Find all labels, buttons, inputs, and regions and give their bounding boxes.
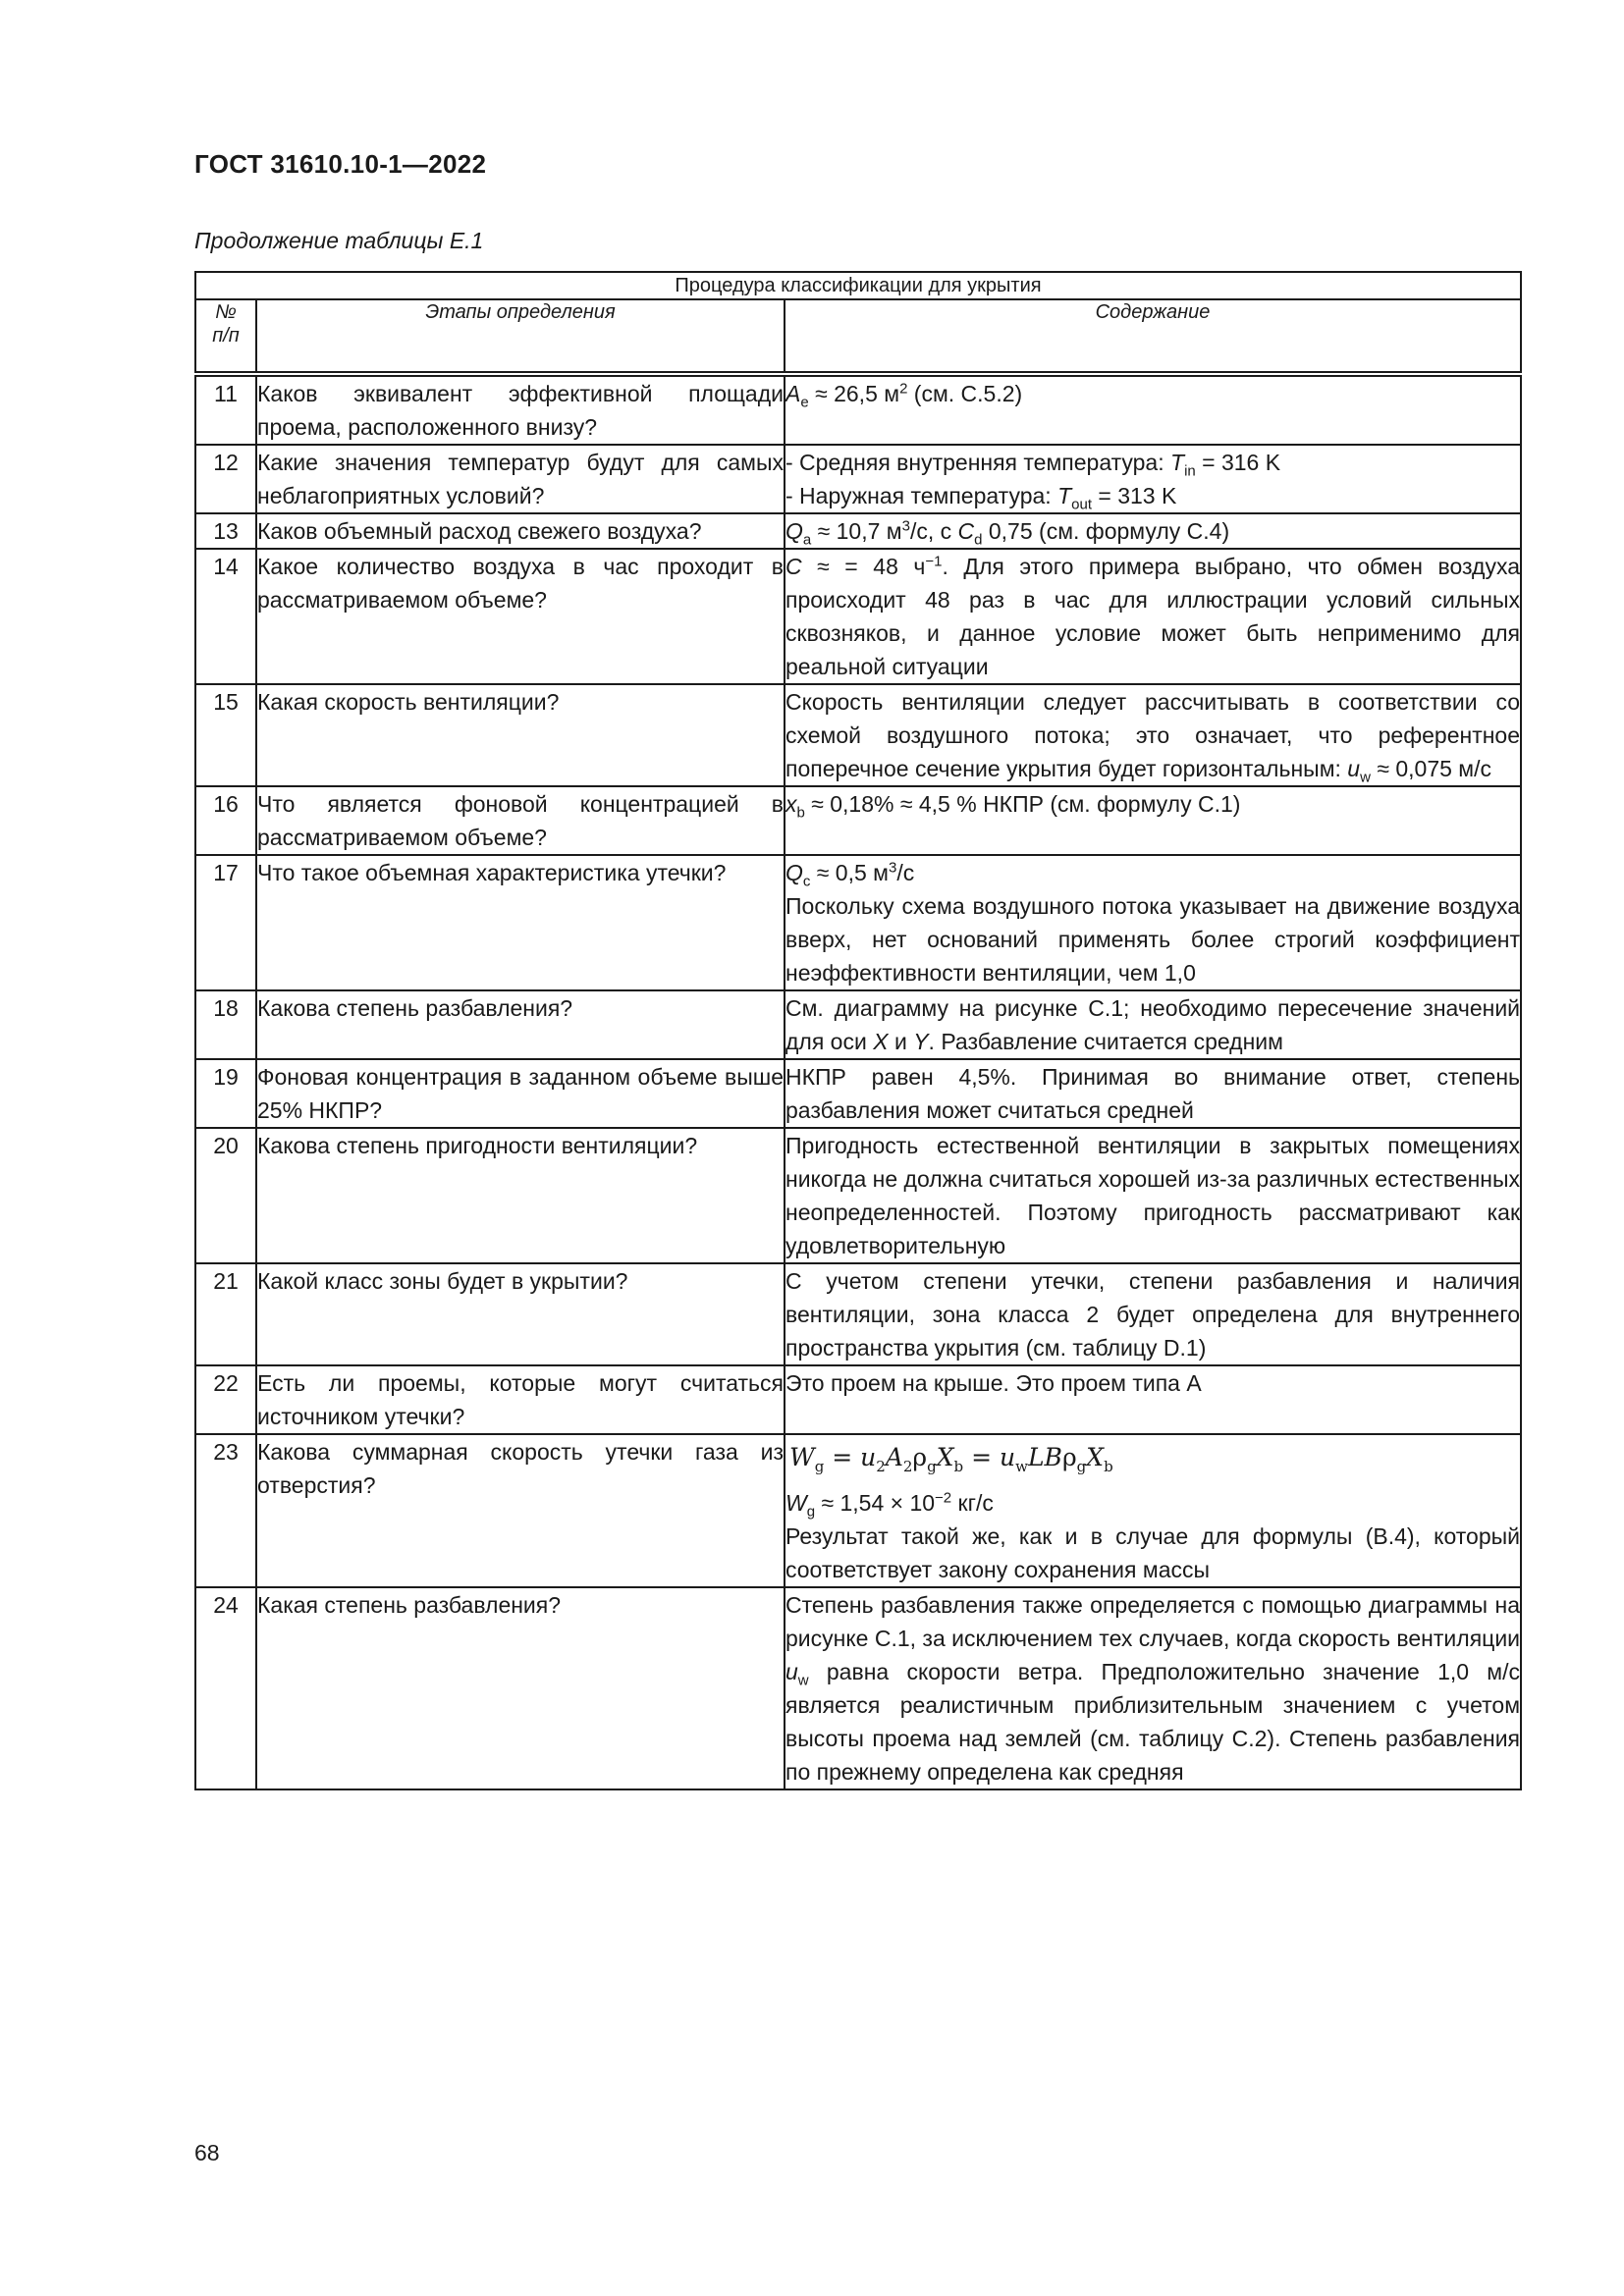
row-content: Пригодность естественной вентиляции в закрытых помещениях никогда не должна считаться хорошей из-за различных естественных неопределенностей. Поэтому пригодность рассматривают как удовлетворительную — [785, 1128, 1521, 1263]
row-number: 16 — [195, 786, 256, 855]
table-row — [195, 374, 1521, 445]
row-number: 23 — [195, 1434, 256, 1587]
table-row — [195, 855, 1521, 990]
table-row — [195, 1587, 1521, 1789]
row-content: НКПР равен 4,5%. Принимая во внимание ответ, степень разбавления может считаться средней — [785, 1059, 1521, 1128]
page-number: 68 — [194, 2140, 220, 2165]
row-content: - Средняя внутренняя температура: $T_{in} = 316$ K - Наружная температура: $T_{out} = 313$ K — [785, 445, 1521, 513]
row-number: 14 — [195, 549, 256, 684]
table-row — [195, 445, 1521, 513]
document-code: ГОСТ 31610.10-1—2022 — [194, 149, 487, 179]
row-step: Какой класс зоны будет в укрытии? — [256, 1263, 785, 1365]
row-step: Каков объемный расход свежего воздуха? — [256, 513, 785, 549]
table-caption-row — [195, 272, 1521, 299]
table-caption: Процедура классификации для укрытия — [195, 272, 1521, 299]
table-row — [195, 1365, 1521, 1434]
row-step: Какова суммарная скорость утечки газа из отверстия? — [256, 1434, 785, 1587]
row-step: Фоновая концентрация в заданном объеме выше 25% НКПР? — [256, 1059, 785, 1128]
column-header-content: Содержание — [785, 299, 1521, 374]
row-step: Что такое объемная характеристика утечки? — [256, 855, 785, 990]
column-header-steps: Этапы определения — [256, 299, 785, 374]
table-row — [195, 990, 1521, 1059]
row-content: $W_g = u_2A_2\rho_gX_b = u_wLB\rho_gX_b$ $W_g \approx 1,54 \times 10^{-2}$ кг/с Результат такой же, как и в случае для формулы (В.4), который соответствует закону сохранения массы — [785, 1434, 1521, 1587]
row-step: Какая скорость вентиляции? — [256, 684, 785, 786]
row-number: 13 — [195, 513, 256, 549]
row-content: C ≈ = 48 $ч^{-1}$. Для этого примера выбрано, что обмен воздуха происходит 48 раз в час для иллюстрации условий сильных сквозняков, и данное условие может быть неприменимо для реальной ситуации — [785, 549, 1521, 684]
row-content: $A_e \approx 26,5$ $м^2$ (см. С.5.2) — [785, 374, 1521, 445]
row-step: Какая степень разбавления? — [256, 1587, 785, 1789]
row-content: С учетом степени утечки, степени разбавления и наличия вентиляции, зона класса 2 будет определена для внутреннего пространства укрытия (см. таблицу D.1) — [785, 1263, 1521, 1365]
table-header-row — [195, 299, 1521, 374]
row-number: 20 — [195, 1128, 256, 1263]
row-content: Это проем на крыше. Это проем типа А — [785, 1365, 1521, 1434]
table-row — [195, 684, 1521, 786]
column-header-number: № п/п — [195, 299, 256, 374]
row-number: 15 — [195, 684, 256, 786]
row-step: Каков эквивалент эффективной площади проема, расположенного внизу? — [256, 374, 785, 445]
table-row — [195, 1059, 1521, 1128]
row-number: 21 — [195, 1263, 256, 1365]
row-step: Есть ли проемы, которые могут считаться источником утечки? — [256, 1365, 785, 1434]
row-step: Какова степень пригодности вентиляции? — [256, 1128, 785, 1263]
row-number: 18 — [195, 990, 256, 1059]
row-content: Скорость вентиляции следует рассчитывать в соответствии со схемой воздушного потока; это означает, что референтное поперечное сечение укрытия будет горизонтальным: $u_w \approx 0,075$ м/с — [785, 684, 1521, 786]
mass-flow-formula: $W_g = u_2A_2\rho_gX_b = u_wLB\rho_gX_b$ — [789, 1443, 1113, 1475]
classification-table — [194, 271, 1522, 1790]
table-continuation-label: Продолжение таблицы Е.1 — [194, 228, 484, 253]
row-step: Какие значения температур будут для самых неблагоприятных условий? — [256, 445, 785, 513]
row-number: 19 — [195, 1059, 256, 1128]
row-step: Что является фоновой концентрацией в рассматриваемом объеме? — [256, 786, 785, 855]
row-content: $x_b \approx 0,18\% \approx 4,5$ % НКПР (см. формулу С.1) — [785, 786, 1521, 855]
row-content: $Q_a \approx 10,7$ $м^3/с$, с $C_d$ 0,75 (см. формулу С.4) — [785, 513, 1521, 549]
row-content: Степень разбавления также определяется с помощью диаграммы на рисунке С.1, за исключением тех случаев, когда скорость вентиляции $u_w$ равна скорости ветра. Предположительно значение 1,0 м/с является реалистичным приблизительным значением с учетом высоты проема над землей (см. таблицу С.2). Степень разбавления по прежнему определена как средняя — [785, 1587, 1521, 1789]
row-content: $Q_c \approx 0,5$ $м^3/с$ Поскольку схема воздушного потока указывает на движение воздуха вверх, нет оснований применять более строгий коэффициент неэффективности вентиляции, чем 1,0 — [785, 855, 1521, 990]
row-number: 22 — [195, 1365, 256, 1434]
row-step: Какое количество воздуха в час проходит в рассматриваемом объеме? — [256, 549, 785, 684]
row-content: См. диаграмму на рисунке С.1; необходимо пересечение значений для оси X и Y. Разбавление считается средним — [785, 990, 1521, 1059]
table-row — [195, 1128, 1521, 1263]
table-row — [195, 1434, 1521, 1587]
table-row — [195, 549, 1521, 684]
table-row — [195, 786, 1521, 855]
row-number: 24 — [195, 1587, 256, 1789]
row-number: 11 — [195, 374, 256, 445]
row-number: 17 — [195, 855, 256, 990]
table-row — [195, 513, 1521, 549]
row-step: Какова степень разбавления? — [256, 990, 785, 1059]
row-number: 12 — [195, 445, 256, 513]
table-row — [195, 1263, 1521, 1365]
